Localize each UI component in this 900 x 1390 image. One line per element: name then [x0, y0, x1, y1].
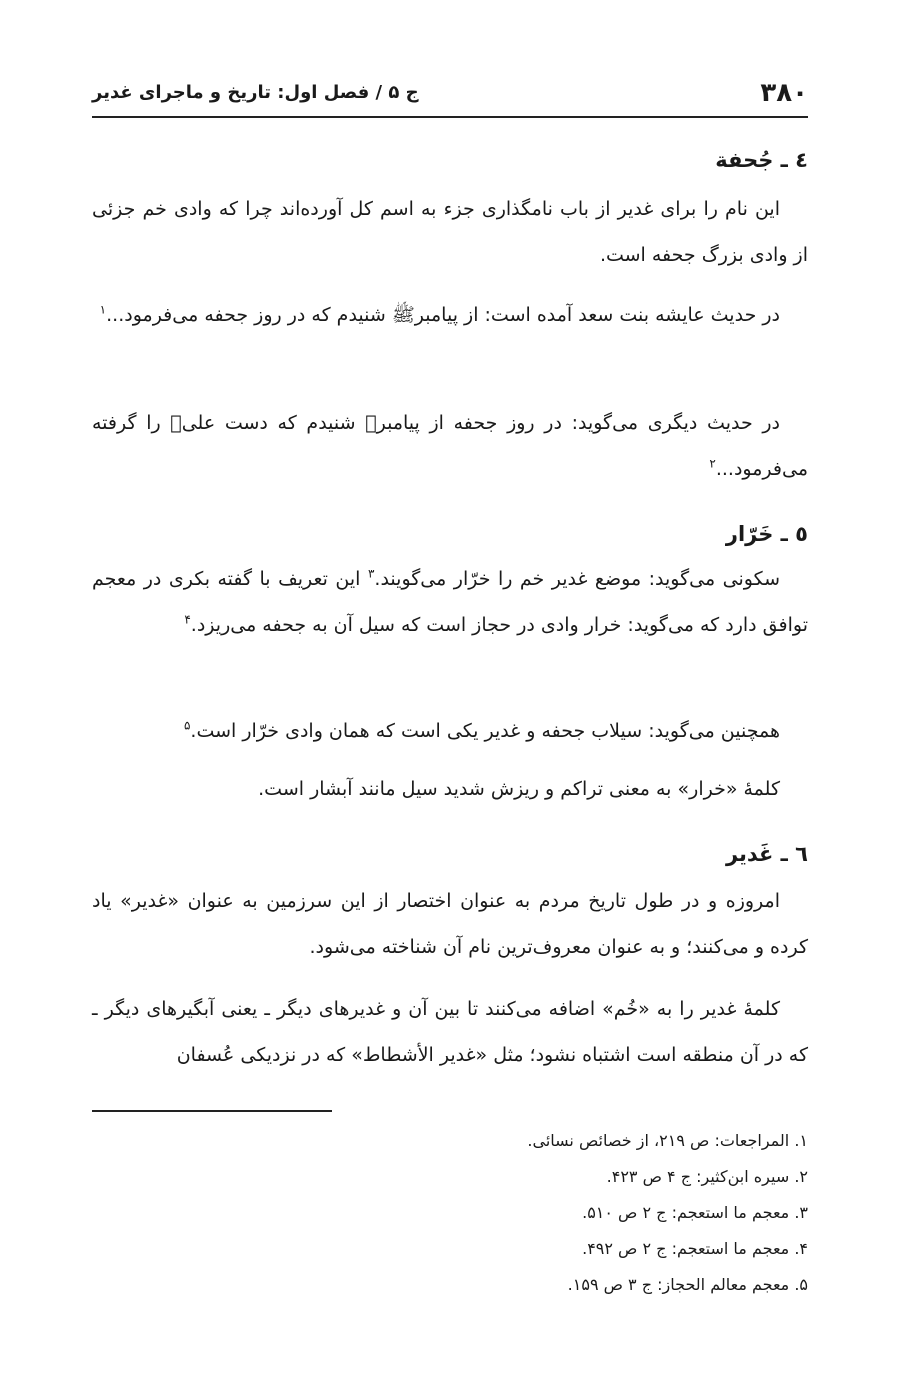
footnote-divider: [92, 1110, 332, 1112]
footnote: ١. المراجعات: ص ٢١٩، از خصائص نسائی.: [527, 1131, 808, 1150]
paragraph: کلمهٔ غدیر را به «خُم» اضافه می‌کنند تا بین آن و غدیرهای دیگر ـ یعنی آبگیرهای دیگر ـ که در آن منطقه است اشتباه نشود؛ مثل «غدیر الأشطاط» که در نزدیکی عُسفان: [92, 998, 808, 1066]
page-number: ۳۸۰: [760, 78, 808, 108]
section-heading: ٤ ـ جُحفة: [715, 148, 808, 172]
section-heading: ٦ ـ غَدیر: [725, 842, 808, 866]
footnote: ۴. معجم ما استعجم: ج ٢ ص ۴٩٢.: [582, 1239, 808, 1258]
paragraph: این نام را برای غدیر از باب نامگذاری جزء به اسم کل آورده‌اند چرا که وادی خم جزئی از وادی بزرگ جحفه است.: [92, 198, 808, 266]
section-heading: ٥ ـ خَرّار: [725, 522, 808, 546]
paragraph: سکونی می‌گوید: موضع غدیر خم را خرّار می‌گویند.$^٣$ این تعریف با گفته بکری در معجم توافق دارد که می‌گوید: خرار وادی در حجاز است که سیل آن به جحفه می‌ریزد.$^۴$: [92, 566, 808, 636]
running-header: [92, 78, 808, 118]
footnote-ref[interactable]: ٢: [709, 456, 716, 471]
paragraph: در حدیث دیگری می‌گوید: در روز جحفه از پیامبرﷺ شنیدم که دست علیؑ را گرفته می‌فرمود...$^٢$: [92, 412, 808, 480]
paragraph: امروزه و در طول تاریخ مردم به عنوان اختصار از این سرزمین به عنوان «غدیر» یاد کرده و می‌کنند؛ و به عنوان معروف‌ترین نام آن شناخته می‌شود.: [92, 890, 808, 958]
footnote: ٢. سیره ابن‌کثیر: ج ۴ ص ۴٢٣.: [606, 1167, 808, 1186]
footnote-ref[interactable]: ١: [99, 302, 107, 317]
footnote: ٣. معجم ما استعجم: ج ٢ ص ۵١٠.: [582, 1203, 808, 1222]
footnote: ۵. معجم معالم الحجاز: ج ٣ ص ١۵٩.: [567, 1275, 808, 1294]
paragraph: در حدیث عایشه بنت سعد آمده است: از پیامبرﷺ شنیدم که در روز جحفه می‌فرمود...$^١$: [99, 302, 780, 326]
book-page: [92, 0, 808, 1390]
chapter-title: ج ۵ / فصل اول: تاریخ و ماجرای غدیر: [92, 82, 419, 103]
footnote-ref[interactable]: ۵: [183, 718, 191, 733]
paragraph: همچنین می‌گوید: سیلاب جحفه و غدیر یکی است که همان وادی خرّار است.$^۵$: [183, 718, 780, 742]
footnote-ref[interactable]: ۴: [184, 612, 191, 627]
footnote-ref[interactable]: ٣: [367, 566, 375, 581]
paragraph: کلمهٔ «خرار» به معنی تراکم و ریزش شدید سیل مانند آبشار است.: [258, 778, 780, 800]
